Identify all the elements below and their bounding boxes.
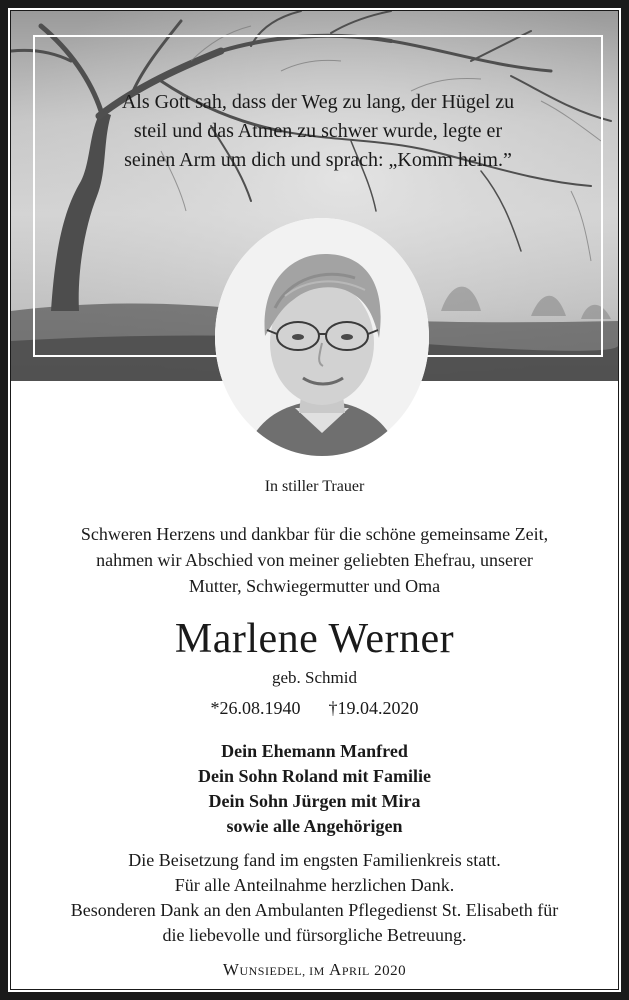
- place-and-date: WUNSIEDEL, IM APRIL 2020: [222, 960, 407, 979]
- mourner-line: Dein Ehemann Manfred: [221, 741, 408, 761]
- closing-line: die liebevolle und fürsorgliche Betreuung.: [162, 925, 467, 945]
- mourner-line: sowie alle Angehörigen: [226, 816, 403, 836]
- closing-line: Die Beisetzung fand im engsten Familienkreis statt.: [128, 850, 501, 870]
- life-dates: [8, 698, 621, 719]
- birth-date: 26.08.1940: [219, 698, 301, 718]
- quote-line: seinen Arm um dich und sprach: „Komm heim.”: [124, 149, 512, 171]
- birth-star-icon: *: [210, 698, 220, 718]
- mourner-line: Dein Sohn Roland mit Familie: [197, 766, 432, 786]
- mourners-list: [8, 739, 621, 839]
- quote-line: steil und das Atmen zu schwer wurde, legte er: [133, 120, 503, 142]
- death-cross-icon: †: [328, 698, 338, 718]
- closing-line: Besonderen Dank an den Ambulanten Pflegedienst St. Elisabeth für: [70, 900, 559, 920]
- intro-text: [8, 521, 621, 599]
- deceased-name: Marlene Werner: [174, 616, 455, 662]
- quote-text: [48, 88, 588, 175]
- quote-line: Als Gott sah, dass der Weg zu lang, der Hügel zu: [121, 91, 515, 113]
- portrait-photo: [215, 218, 429, 456]
- intro-line: nahmen wir Abschied von meiner geliebten Ehefrau, unserer: [96, 550, 533, 570]
- closing-line: Für alle Anteilnahme herzlichen Dank.: [174, 875, 455, 895]
- closing-text: [8, 848, 621, 948]
- header-label: In stiller Trauer: [264, 478, 365, 495]
- intro-line: Schweren Herzens und dankbar für die schöne gemeinsame Zeit,: [80, 524, 549, 544]
- mourner-line: Dein Sohn Jürgen mit Mira: [208, 791, 421, 811]
- intro-line: Mutter, Schwiegermutter und Oma: [188, 576, 441, 596]
- death-date: 19.04.2020: [337, 698, 419, 718]
- portrait-illustration: [215, 218, 429, 456]
- birth-name: geb. Schmid: [272, 668, 357, 687]
